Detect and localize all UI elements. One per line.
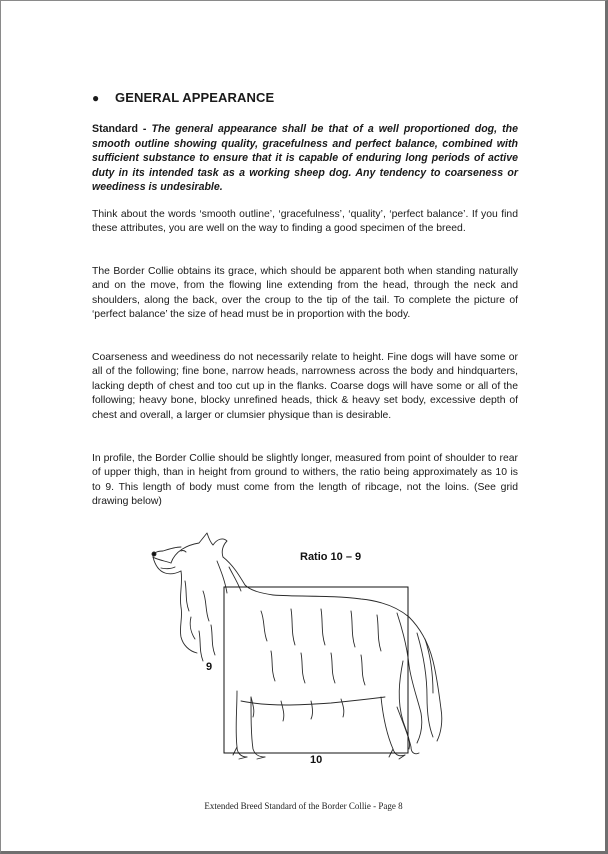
body-paragraph-1: Think about the words ‘smooth outline’, ‘gracefulness’, ‘quality’, ‘perfect balance’. If you find these attributes, you are well on the way to finding a good specimen of the breed.	[92, 209, 518, 235]
standard-quote: The general appearance shall be that of a well proportioned dog, the smooth outline showing quality, gracefulness and perfect balance, combined with sufficient substance to ensure that it is capable of enduring long periods of active duty in its intended task as a working sheep dog. Any tendency to coarseness or weediness is undesirable.	[92, 123, 518, 194]
section-title: GENERAL APPEARANCE	[115, 90, 275, 105]
standard-lead: Standard -	[92, 123, 152, 135]
bullet-icon: ●	[92, 91, 100, 105]
ratio-label: Ratio 10 – 9	[300, 551, 362, 563]
section-heading	[92, 90, 274, 105]
grid-drawing-figure	[141, 521, 461, 781]
length-ratio-label: 10	[310, 754, 323, 766]
standard-paragraph	[92, 122, 518, 195]
body-paragraph-2: The Border Collie obtains its grace, which should be apparent both when standing naturally and on the move, from the flowing line extending from the head, through the neck and shoulders, along the back, over the croup to the tip of the tail. To complete the picture of ‘perfect balance’ the size of head must be in proportion with the body.	[92, 266, 518, 321]
body-paragraph-3: Coarseness and weediness do not necessarily relate to height. Fine dogs will have some or all of the following; fine bone, narrow heads, narrowness across the body and hindquarters, lacking depth of chest and too cut up in the flanks. Coarse dogs will have some or all of the following; heavy bone, blocky unrefined heads, thick & heavy set body, excessive depth of chest and overall, a larger or clumsier physique than is desirable.	[92, 352, 518, 421]
height-ratio-label: 9	[206, 661, 213, 673]
body-paragraph-4: In profile, the Border Collie should be slightly longer, measured from point of shoulder to rear of upper thigh, than in height from ground to withers, the ratio being approximately as 10 is to 9. This length of body must come from the length of ribcage, not the loins. (See grid drawing below)	[92, 453, 518, 508]
dog-sketch-icon	[152, 533, 442, 759]
page-footer: Extended Breed Standard of the Border Collie - Page 8	[204, 801, 403, 811]
